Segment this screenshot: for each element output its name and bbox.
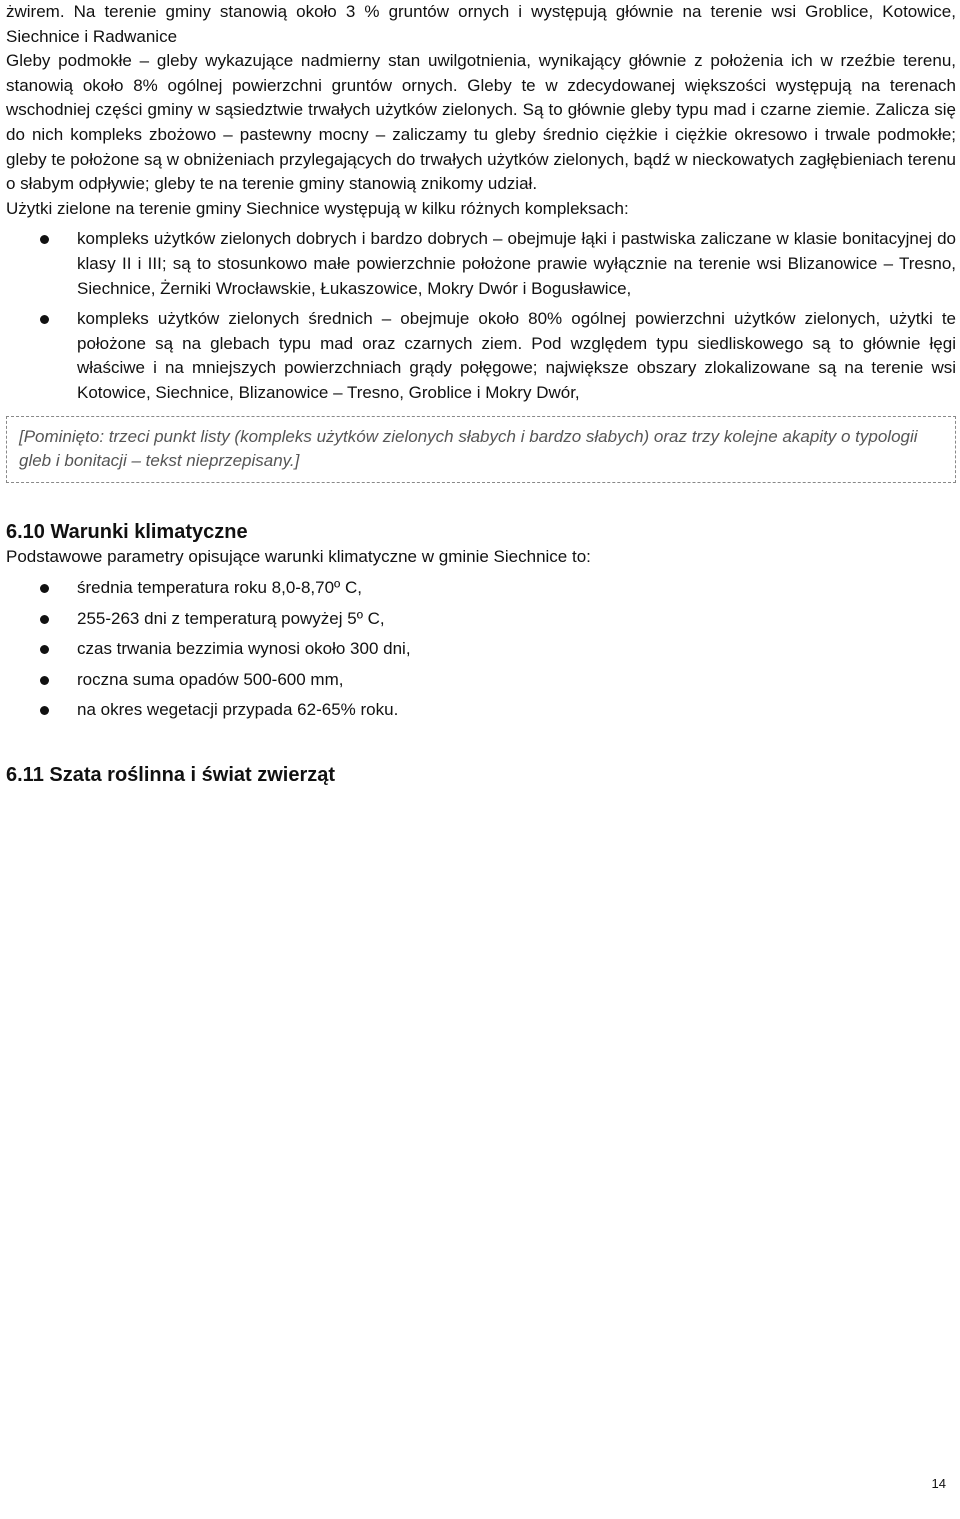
document-page <box>6 0 956 788</box>
list-item <box>6 634 956 665</box>
page-number: 14 <box>931 1476 946 1491</box>
climate-list <box>6 573 956 726</box>
list-item-text: 255-263 dni z temperaturą powyżej 5º C, <box>77 608 385 628</box>
omission-note: [Pominięto: trzeci punkt listy (kompleks użytków zielonych słabych i bardzo słabych) oraz trzy kolejne akapity o typologii gleb i bonitacji – tekst nieprzepisany.] <box>6 416 956 483</box>
bullet-dot <box>40 615 49 624</box>
bullet-dot <box>40 706 49 715</box>
list-item-text: na okres wegetacji przypada 62-65% roku. <box>77 700 399 720</box>
paragraph-gravel-soils: żwirem. Na terenie gminy stanowią około 3 % gruntów ornych i występują głównie na terenie wsi Groblice, Kotowice, Siechnice i Radwanice <box>6 2 956 46</box>
paragraph-green-land-intro: Użytki zielone na terenie gminy Siechnice występują w kilku różnych kompleksach: <box>6 198 629 218</box>
bullet-dot <box>40 676 49 685</box>
list-item-text: roczna suma opadów 500-600 mm, <box>77 669 344 689</box>
bullet-dot <box>40 645 49 654</box>
bullet-dot <box>40 235 49 244</box>
list-item <box>6 307 956 405</box>
list-item <box>6 227 956 301</box>
list-item-text: kompleks użytków zielonych dobrych i bardzo dobrych – obejmuje łąki i pastwiska zaliczane w klasie bonitacyjnej do klasy II i III; są to stosunkowo małe powierzchnie położone prawie wyłącznie na terenie wsi Blizanowice – Tresno, Siechnice, Żerniki Wrocławskie, Łukaszowice, Mokry Dwór i Bogusławice, <box>77 229 956 298</box>
section-heading-flora-fauna: 6.11 Szata roślinna i świat zwierząt <box>6 763 336 786</box>
list-item <box>6 665 956 696</box>
section-heading-climate: 6.10 Warunki klimatyczne <box>6 520 248 543</box>
paragraph-wet-soils: Gleby podmokłe – gleby wykazujące nadmierny stan uwilgotnienia, wynikający głównie z położenia ich w rzeźbie terenu, stanowią około 8% ogólnej powierzchni gruntów ornych. Gleby te w zdecydowanej większości występują na terenach wschodniej części gminy w sąsiedztwie trwałych użytków zielonych. Są to głównie gleby typu mad i czarne ziemie. Zalicza się do nich kompleks zbożowo – pastewny mocny – zaliczamy tu gleby średnio ciężkie i ciężkie okresowo i trwale podmokłe; gleby te położone są w obniżeniach przylegających do trwałych użytków zielonych, bądź w nieckowatych zagłębieniach terenu o słabym odpływie; gleby te na terenie gminy stanowią znikomy udział. <box>6 51 956 194</box>
list-item-text: kompleks użytków zielonych średnich – obejmuje około 80% ogólnej powierzchni użytków zielonych, użytki te położone są na glebach typu mad oraz czarnych ziem. Pod względem typu siedliskowego są to głównie łęgi właściwe i na mniejszych powierzchniach grądy połęgowe; największe obszary zlokalizowane są na terenie wsi Kotowice, Siechnice, Blizanowice – Tresno, Groblice i Mokry Dwór, <box>77 309 956 402</box>
list-item <box>6 573 956 604</box>
list-item <box>6 604 956 635</box>
list-item <box>6 695 956 726</box>
bullet-dot <box>40 315 49 324</box>
bullet-dot <box>40 584 49 593</box>
climate-intro: Podstawowe parametry opisujące warunki klimatyczne w gminie Siechnice to: <box>6 546 591 566</box>
list-item-text: czas trwania bezzimia wynosi około 300 dni, <box>77 639 411 659</box>
list-item-text: średnia temperatura roku 8,0-8,70º C, <box>77 578 362 598</box>
green-land-list <box>6 227 956 405</box>
